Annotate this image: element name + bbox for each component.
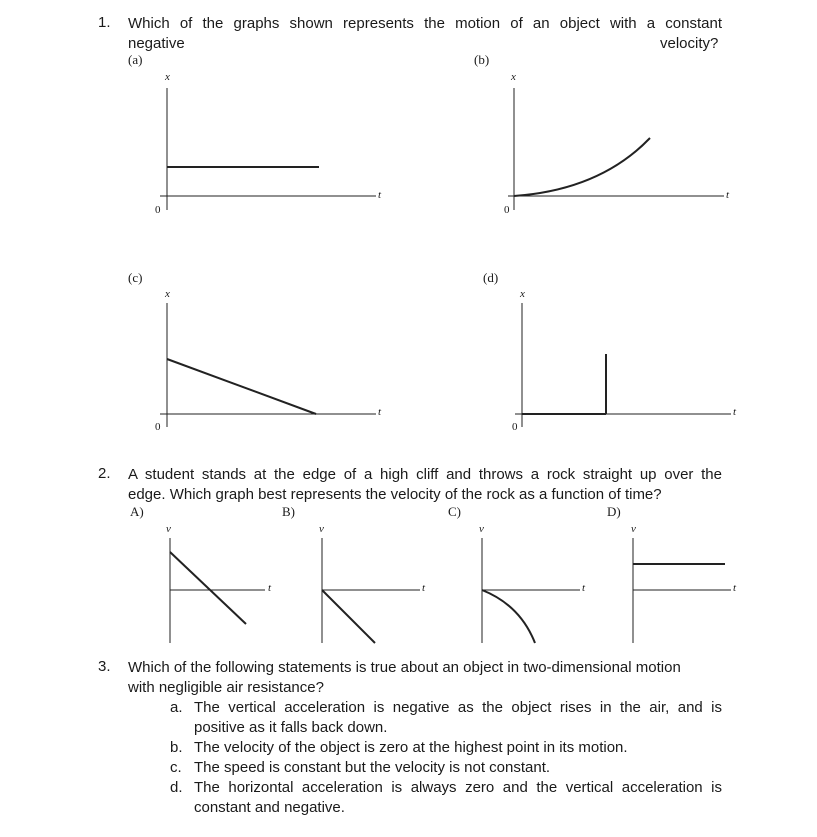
graph-C-v-label: v bbox=[479, 523, 484, 535]
q3-option-a-line1: The vertical acceleration is negative as the object rises in the air, and is bbox=[194, 699, 722, 716]
q3-option-d-line1: The horizontal acceleration is always zero and the vertical acceleration is bbox=[194, 779, 722, 796]
graph-A bbox=[170, 538, 265, 643]
graph-b-t-label: t bbox=[726, 189, 730, 201]
graph-C-label: C) bbox=[448, 504, 461, 519]
graph-A-curve bbox=[170, 552, 246, 624]
graph-B bbox=[322, 538, 420, 643]
q1-text-line2-right: velocity? bbox=[660, 35, 719, 52]
q3-number: 3. bbox=[98, 658, 111, 675]
graph-c-curve bbox=[167, 359, 316, 414]
q3-option-a-letter: a. bbox=[170, 699, 183, 716]
graph-c bbox=[160, 303, 376, 427]
graph-a bbox=[160, 88, 376, 210]
graph-d-x-label: x bbox=[520, 288, 525, 300]
graph-a-label: (a) bbox=[128, 52, 143, 67]
q3-option-b-letter: b. bbox=[170, 739, 183, 756]
graph-c-t-label: t bbox=[378, 406, 382, 418]
q3-option-b-line1: The velocity of the object is zero at the highest point in its motion. bbox=[194, 739, 628, 756]
graph-d-t-label: t bbox=[733, 406, 737, 418]
graph-A-label: A) bbox=[130, 504, 144, 519]
graph-D bbox=[633, 538, 731, 643]
graph-B-t-label: t bbox=[422, 582, 426, 594]
q2-text-line1: A student stands at the edge of a high cliff and throws a rock straight up over the bbox=[128, 466, 722, 483]
graph-b-origin: 0 bbox=[504, 204, 510, 216]
q3-option-c-line1: The speed is constant but the velocity is not constant. bbox=[194, 759, 551, 776]
graph-C-curve bbox=[482, 590, 535, 643]
graph-b-curve bbox=[514, 138, 650, 196]
graph-a-origin: 0 bbox=[155, 204, 161, 216]
graph-B-v-label: v bbox=[319, 523, 324, 535]
q2-text-line2: edge. Which graph best represents the velocity of the rock as a function of time? bbox=[128, 486, 662, 503]
graph-c-x-label: x bbox=[165, 288, 170, 300]
graph-D-v-label: v bbox=[631, 523, 636, 535]
graph-B-label: B) bbox=[282, 504, 295, 519]
graph-b bbox=[508, 88, 724, 210]
q3-option-c-letter: c. bbox=[170, 759, 182, 776]
q3-text-line2: with negligible air resistance? bbox=[128, 679, 324, 696]
q1-text-line1: Which of the graphs shown represents the motion of an object with a constant bbox=[128, 15, 722, 32]
q3-option-a-line2: positive as it falls back down. bbox=[194, 719, 388, 736]
graph-D-label: D) bbox=[607, 504, 621, 519]
q1-number: 1. bbox=[98, 14, 111, 31]
q3-option-d-letter: d. bbox=[170, 779, 183, 796]
q3-text-line1: Which of the following statements is true about an object in two-dimensional motion bbox=[128, 659, 681, 676]
graph-a-t-label: t bbox=[378, 189, 382, 201]
graph-d bbox=[515, 303, 731, 427]
graph-c-label: (c) bbox=[128, 270, 143, 285]
graph-d-origin: 0 bbox=[512, 421, 518, 433]
q3-option-d-line2: constant and negative. bbox=[194, 799, 345, 816]
graph-A-v-label: v bbox=[166, 523, 171, 535]
graph-C bbox=[482, 538, 580, 643]
graph-b-x-label: x bbox=[511, 71, 516, 83]
q2-number: 2. bbox=[98, 465, 111, 482]
graph-C-t-label: t bbox=[582, 582, 586, 594]
graph-a-x-label: x bbox=[165, 71, 170, 83]
graph-b-label: (b) bbox=[474, 52, 490, 67]
graph-A-t-label: t bbox=[268, 582, 272, 594]
q1-text-line2-left: negative bbox=[128, 35, 185, 52]
graph-D-t-label: t bbox=[733, 582, 737, 594]
graph-c-origin: 0 bbox=[155, 421, 161, 433]
graph-d-label: (d) bbox=[483, 270, 499, 285]
graph-B-curve bbox=[322, 590, 375, 643]
